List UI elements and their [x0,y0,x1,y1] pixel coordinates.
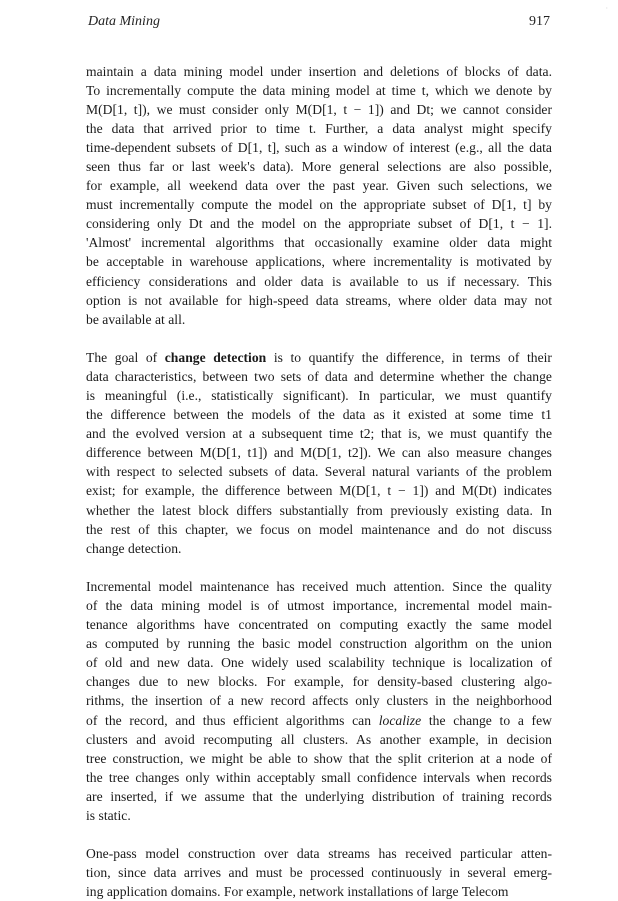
text-line: change detection. [86,540,182,556]
text-line: are inserted, if we assume that the underlying distribution of training records [86,788,552,804]
italic-term: localize [378,712,422,728]
text-line: be available at all. [86,311,186,327]
text-line: as computed by running the basic model construction algorithm on the union [86,636,552,652]
text-line: the tree changes only within acceptably small confidence intervals when records [86,769,552,785]
text-line: seen thus far or last week's data). More general selections are also possible, [86,159,552,175]
text-line: changes due to new blocks. For example, for density-based clustering algo- [86,674,552,690]
text-line: is meaningful (i.e., statistically significant). In particular, we must quantify [86,388,552,404]
margin-mark: · [605,4,608,13]
text-line: difference between M(D[1, t1]) and M(D[1, t2]). We can also measure changes [86,445,552,461]
text-line: exist; for example, the difference between M(D[1, t − 1]) and M(Dt) indicates [86,483,552,499]
paragraph [86,577,552,825]
paragraph-gap [86,825,552,845]
text-line: 'Almost' incremental algorithms that occasionally examine older data might [86,235,552,251]
text-line: option is not available for high-speed data streams, where older data may not [86,292,552,308]
text-line: rithms, the insertion of a new record affects only clusters in the neighborhood [86,693,552,709]
text-line: of the record, and thus efficient algorithms can localize the change to a few [86,712,552,728]
text-line: must incrementally compute the model on the appropriate subset of D[1, t] by [86,197,552,213]
text-line: tenance algorithms have concentrated on computing exactly the same model [86,617,552,633]
text-line: the rest of this chapter, we focus on model maintenance and do not discuss [86,521,552,537]
text-line: of the data mining model is of utmost importance, incremental model main- [86,598,552,614]
text-line: and the evolved version at a subsequent time t2; that is, we must quantify the [86,426,552,442]
text-line: tree construction, we might be able to show that the split criterion at a node of [86,750,552,766]
text-line: with respect to selected subsets of data. Several natural variants of the problem [86,464,552,480]
text-line: time-dependent subsets of D[1, t], such as a window of interest (e.g., all the data [86,140,552,156]
text-line: The goal of change detection is to quantify the difference, in terms of their [86,350,552,366]
text-line: the data that arrived prior to time t. Further, a data analyst might specify [86,121,552,137]
text-line: the difference between the models of the data as it existed at some time t1 [86,407,552,423]
paragraph-gap [86,558,552,578]
text-line: is static. [86,807,131,823]
running-head [88,14,550,34]
text-line: for example, all weekend data over the past year. Given such selections, we [86,178,552,194]
text-line: be acceptable in warehouse applications, where incrementality is motivated by [86,254,552,270]
text-line: One-pass model construction over data streams has received particular atten- [86,846,552,862]
bold-term: change detection [164,350,267,366]
text-line: M(D[1, t]), we must consider only M(D[1, t − 1]) and Dt; we cannot consider [86,102,552,118]
running-title: Data Mining [88,14,160,29]
text-line: considering only Dt and the model on the appropriate subset of D[1, t − 1]. [86,216,552,232]
text-line: efficiency considerations and older data is available to us if necessary. This [86,273,552,289]
text-line: data characteristics, between two sets of data and determine whether the change [86,369,552,385]
text-line: clusters and avoid recomputing all clusters. As another example, in decision [86,731,552,747]
paragraph [86,844,552,901]
body-text [86,62,552,901]
text-line: To incrementally compute the data mining model at time t, which we denote by [86,83,552,99]
text-line: ing application domains. For example, network installations of large Telecom [86,884,509,900]
text-line: of old and new data. One widely used scalability technique is localization of [86,655,552,671]
text-line: tion, since data arrives and must be processed continuously in several emerg- [86,865,552,881]
text-line: Incremental model maintenance has received much attention. Since the quality [86,579,552,595]
paragraph [86,62,552,329]
page-number: 917 [529,14,550,29]
paragraph [86,348,552,558]
paragraph-gap [86,329,552,349]
text-line: maintain a data mining model under insertion and deletions of blocks of data. [86,64,552,79]
text-line: whether the latest block differs substantially from previously existing data. In [86,502,552,518]
